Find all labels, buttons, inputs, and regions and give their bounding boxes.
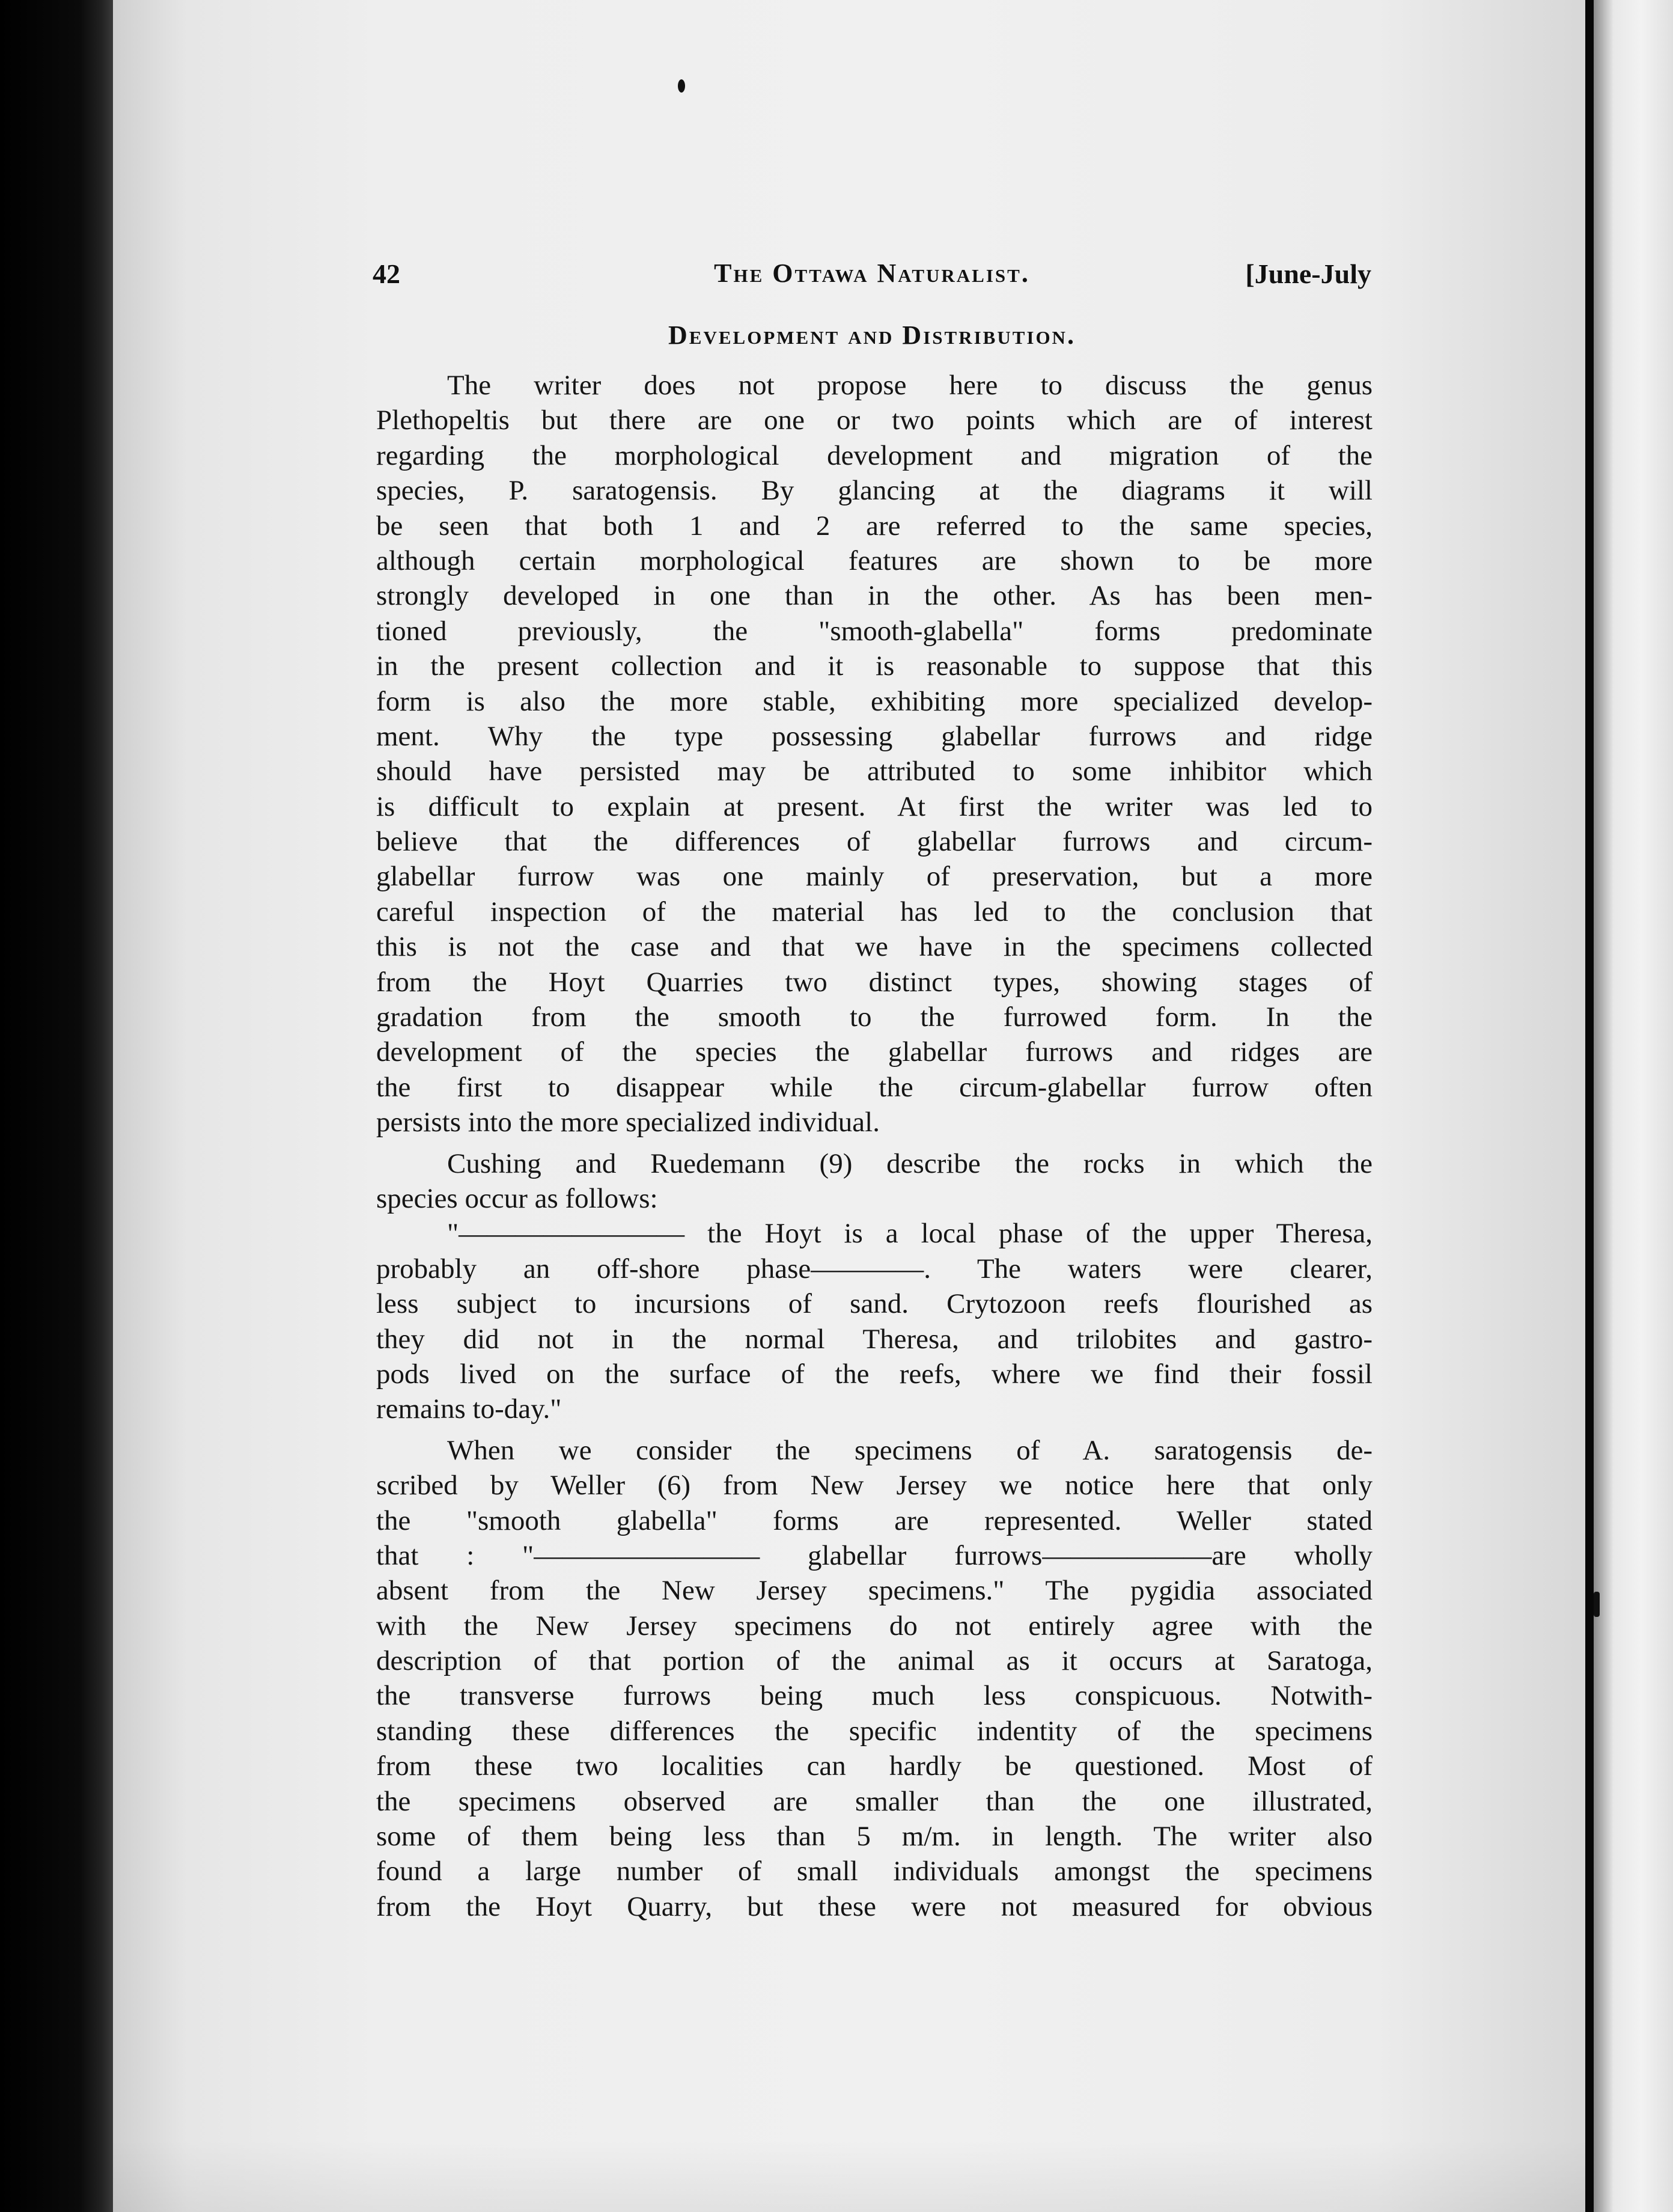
- text-line: from these two localities can hardly be questioned. Most of: [376, 1750, 1373, 1782]
- text-line: from the Hoyt Quarry, but these were not measured for obvious: [376, 1890, 1373, 1922]
- text-line: species, P. saratogensis. By glancing at the diagrams it will: [376, 475, 1373, 507]
- page-gutter-line: [1585, 0, 1594, 2212]
- quote-line: pods lived on the surface of the reefs, where we find their fossil: [376, 1358, 1373, 1390]
- scan-border-left: [0, 0, 113, 2212]
- text-line: be seen that both 1 and 2 are referred to the same species,: [376, 510, 1373, 542]
- issue-date: [June-July: [1245, 258, 1371, 289]
- section-heading: Development and Distribution.: [668, 320, 1076, 350]
- text-line: although certain morphological features are shown to be more: [376, 545, 1373, 576]
- text-line: with the New Jersey specimens do not entirely agree with the: [376, 1610, 1373, 1642]
- text-line: this is not the case and that we have in the specimens collected: [376, 931, 1373, 963]
- paragraph: [376, 1433, 1373, 1924]
- text-line: standing these differences the specific indentity of the specimens: [376, 1715, 1373, 1747]
- paragraph: [376, 1146, 1373, 1427]
- ink-mark: [1594, 1592, 1600, 1617]
- text-line: When we consider the specimens of A. saratogensis de-: [447, 1434, 1373, 1466]
- text-line: species occur as follows:: [376, 1182, 658, 1214]
- text-line: strongly developed in one than in the other. As has been men-: [376, 580, 1373, 612]
- text-line: the transverse furrows being much less conspicuous. Notwith-: [376, 1680, 1373, 1712]
- quote-line: probably an off-shore phase————. The waters were clearer,: [376, 1253, 1373, 1285]
- text-line: form is also the more stable, exhibiting more specialized develop-: [376, 685, 1373, 717]
- text-line: ment. Why the type possessing glabellar furrows and ridge: [376, 720, 1373, 752]
- text-line: The writer does not propose here to discuss the genus: [447, 370, 1373, 401]
- text-line: Cushing and Ruedemann (9) describe the rocks in which the: [447, 1147, 1373, 1179]
- page-bottom-shade: [113, 2140, 1585, 2212]
- text-line: Plethopeltis but there are one or two points which are of interest: [376, 405, 1373, 436]
- ink-speck: [678, 79, 685, 93]
- text-line: the specimens observed are smaller than the one illustrated,: [376, 1785, 1373, 1817]
- text-line: tioned previously, the "smooth-glabella" forms predominate: [376, 615, 1373, 647]
- text-line: the "smooth glabella" forms are represented. Weller stated: [376, 1505, 1373, 1536]
- text-line: gradation from the smooth to the furrowed form. In the: [376, 1001, 1373, 1033]
- quote-line: they did not in the normal Theresa, and trilobites and gastro-: [376, 1323, 1373, 1355]
- text-line: glabellar furrow was one mainly of preservation, but a more: [376, 861, 1373, 893]
- text-line: careful inspection of the material has led to the conclusion that: [376, 896, 1373, 927]
- page-number: 42: [373, 258, 400, 289]
- text-line: from the Hoyt Quarries two distinct types, showing stages of: [376, 966, 1373, 998]
- text-line: that : "———————— glabellar furrows——————are wholly: [376, 1539, 1373, 1571]
- text-line: should have persisted may be attributed to some inhibitor which: [376, 756, 1373, 787]
- text-line: found a large number of small individuals amongst the specimens: [376, 1856, 1373, 1887]
- adjacent-page-edge: [1594, 0, 1673, 2212]
- article-body: [376, 368, 1373, 1924]
- text-line: believe that the differences of glabellar furrows and circum-: [376, 826, 1373, 858]
- text-line: in the present collection and it is reasonable to suppose that this: [376, 650, 1373, 682]
- quote-line: remains to-day.": [376, 1393, 562, 1425]
- text-line: description of that portion of the animal as it occurs at Saratoga,: [376, 1645, 1373, 1677]
- text-line: some of them being less than 5 m/m. in length. The writer also: [376, 1821, 1373, 1853]
- quote-line: less subject to incursions of sand. Crytozoon reefs flourished as: [376, 1288, 1373, 1320]
- paragraph: [376, 368, 1373, 1140]
- text-line: development of the species the glabellar furrows and ridges are: [376, 1036, 1373, 1068]
- text-line: persists into the more specialized individual.: [376, 1107, 880, 1138]
- running-header: [373, 255, 1371, 298]
- text-line: absent from the New Jersey specimens." The pygidia associated: [376, 1575, 1373, 1607]
- quote-line: "———————— the Hoyt is a local phase of the upper Theresa,: [447, 1218, 1373, 1250]
- text-line: regarding the morphological development and migration of the: [376, 439, 1373, 471]
- running-title: The Ottawa Naturalist.: [714, 258, 1030, 288]
- text-line: scribed by Weller (6) from New Jersey we notice here that only: [376, 1470, 1373, 1502]
- text-line: is difficult to explain at present. At first the writer was led to: [376, 790, 1373, 822]
- text-line: the first to disappear while the circum-glabellar furrow often: [376, 1071, 1373, 1103]
